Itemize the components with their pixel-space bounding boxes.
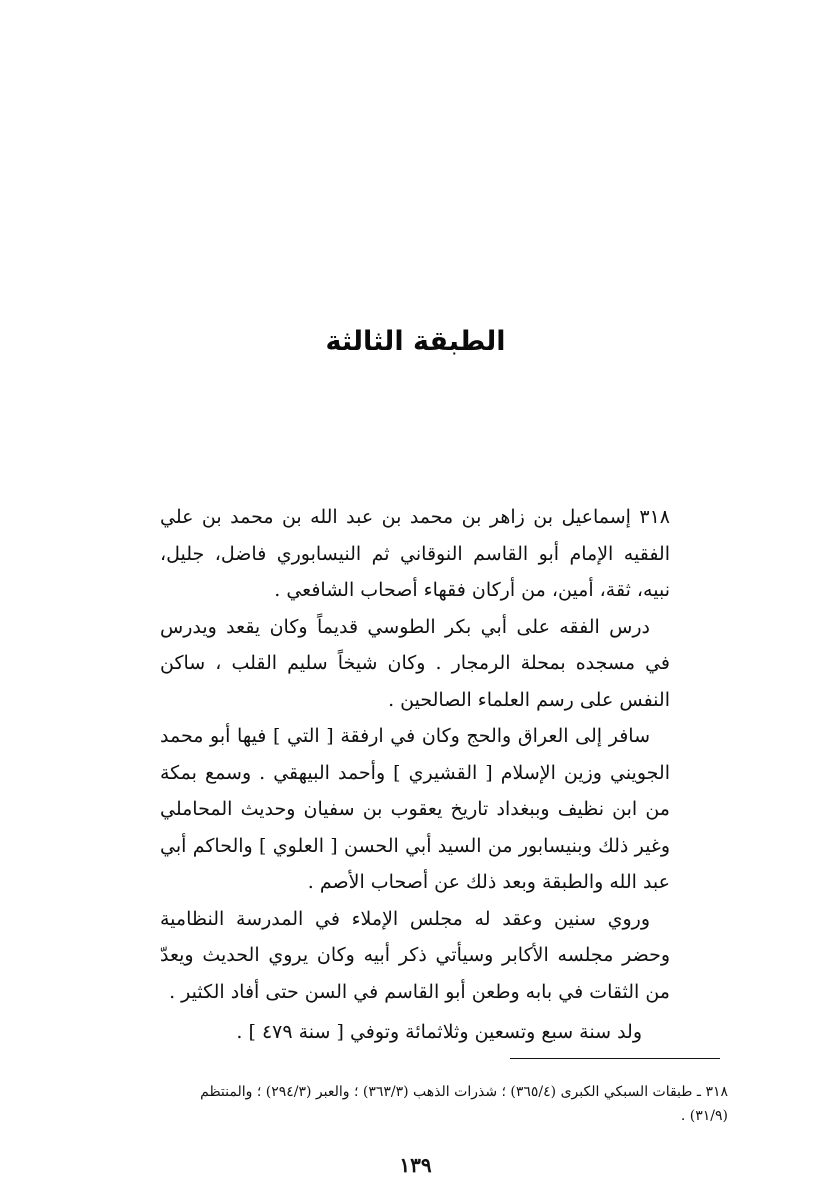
entry-paragraph-teaching: وروي سنين وعقد له مجلس الإملاء في المدرسة النظامية وحضر مجلسه الأكابر وسيأتي ذكر أبيه وكان يروي الحديث ويعدّ من الثقات في بابه وطعن أبو القاسم في السن حتى أفاد الكثير . (160, 907, 670, 1003)
page-number: ١٣٩ (399, 1153, 432, 1177)
entry-body (160, 499, 670, 1051)
entry-paragraph-heading: ٣١٨ إسماعيل بن زاهر بن محمد بن عبد الله بن محمد بن علي الفقيه الإمام أبو القاسم النوقاني ثم النيسابوري فاضل، جليل، نبيه، ثقة، أمين، من أركان فقهاء أصحاب الشافعي . (160, 506, 670, 601)
entry-paragraph-dates: ولد سنة سبع وتسعين وثلاثمائة وتوفي [ سنة ٤٧٩ ] . (236, 1021, 642, 1043)
section-title: الطبقة الثالثة (325, 326, 506, 357)
entry-paragraph-study: درس الفقه على أبي بكر الطوسي قديماً وكان يقعد ويدرس في مسجده بمحلة الرمجار . وكان شيخاً سليم القلب ، ساكن النفس على رسم العلماء الصالحين . (160, 615, 670, 711)
footnote: ٣١٨ ـ طبقات السبكي الكبرى (٣٦٥/٤) ؛ شذرات الذهب (٣٦٣/٣) ؛ والعبر (٢٩٤/٣) ؛ والمنتظم (٣١/٩) . (200, 1084, 728, 1124)
footnote-divider (510, 1058, 720, 1059)
entry-paragraph-travel: سافر إلى العراق والحج وكان في ارفقة [ التي ] فيها أبو محمد الجويني وزين الإسلام [ القشيري ] وأحمد البيهقي . وسمع بمكة من ابن نظيف وببغداد تاريخ يعقوب بن سفيان وحديث المحاملي وغير ذلك وبنيسابور من السيد أبي الحسن [ العلوي ] والحاكم أبي عبد الله والطبقة وبعد ذلك عن أصحاب الأصم . (160, 725, 670, 893)
